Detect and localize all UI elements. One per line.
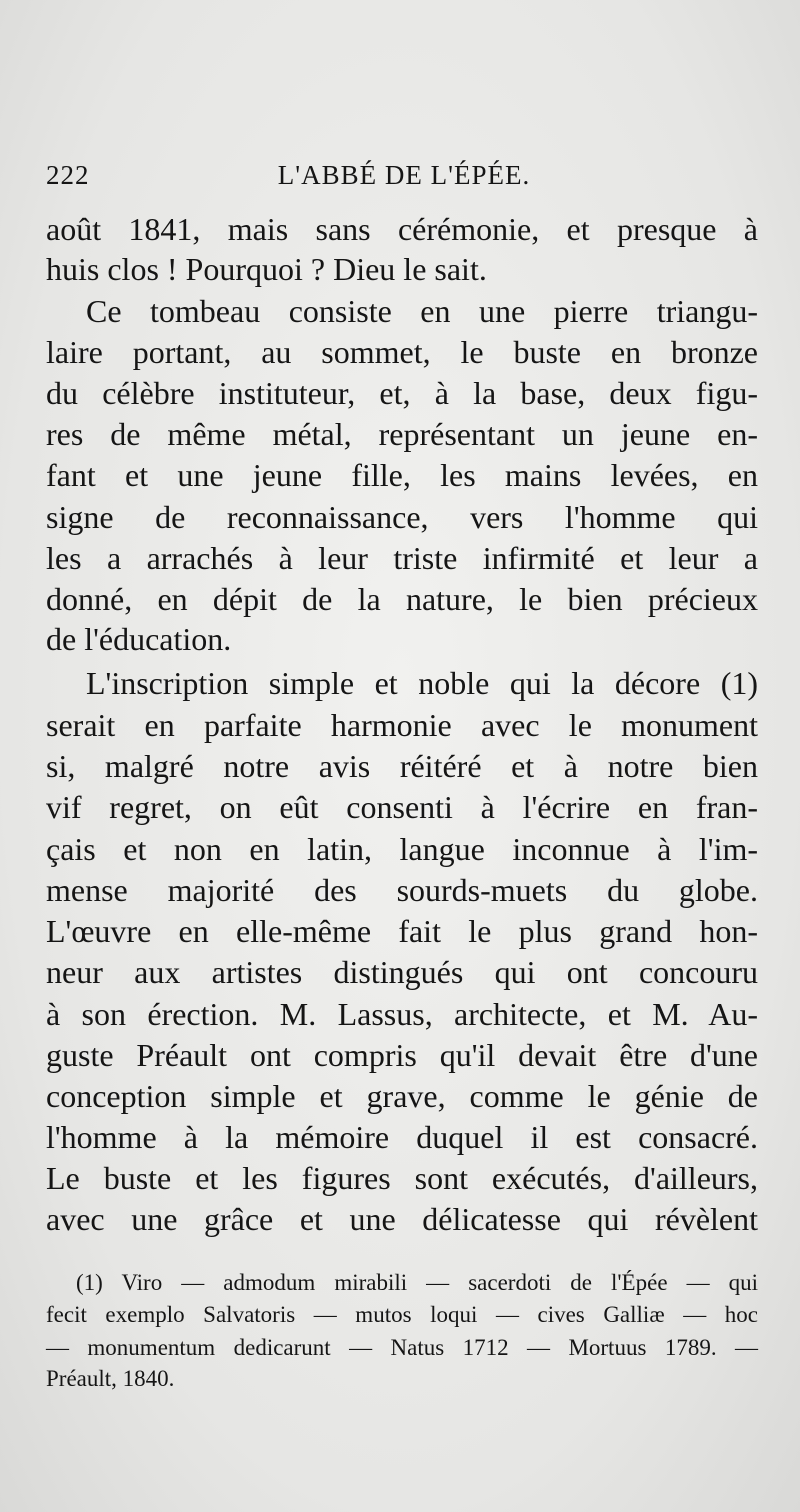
- body-line: Le buste et les figures sont exécutés, d'ailleurs,: [46, 1160, 758, 1196]
- footnote-line: — monumentum dedicarunt — Natus 1712 — Mortuus 1789. —: [46, 1335, 758, 1360]
- body-line: çais et non en latin, langue inconnue à l'im-: [46, 831, 758, 867]
- footnote-line: Préault, 1840.: [46, 1366, 175, 1391]
- body-line: guste Préault ont compris qu'il devait être d'une: [46, 1037, 758, 1073]
- body-line: avec une grâce et une délicatesse qui révèlent: [46, 1201, 758, 1237]
- body-line: du célèbre instituteur, et, à la base, deux figu-: [46, 375, 758, 411]
- body-line: L'œuvre en elle-même fait le plus grand hon-: [46, 913, 758, 949]
- body-line: vif regret, on eût consenti à l'écrire en fran-: [46, 789, 758, 825]
- body-line: serait en parfaite harmonie avec le monument: [46, 707, 758, 743]
- body-line: laire portant, au sommet, le buste en bronze: [46, 334, 758, 370]
- body-line: mense majorité des sourds-muets du globe.: [46, 872, 758, 908]
- footnote-line: fecit exemplo Salvatoris — mutos loqui — cives Galliæ — hoc: [46, 1302, 758, 1327]
- body-line: L'inscription simple et noble qui la décore (1): [86, 665, 758, 701]
- body-line: conception simple et grave, comme le génie de: [46, 1078, 758, 1114]
- body-line: de l'éducation.: [46, 621, 232, 657]
- body-line: août 1841, mais sans cérémonie, et presque à: [46, 211, 758, 247]
- page-number: 222: [46, 160, 90, 190]
- running-title: L'ABBÉ DE L'ÉPÉE.: [277, 160, 531, 190]
- body-line: l'homme à la mémoire duquel il est consacré.: [46, 1119, 758, 1155]
- body-line: si, malgré notre avis réitéré et à notre bien: [46, 748, 758, 784]
- body-line: à son érection. M. Lassus, architecte, et M. Au-: [46, 996, 758, 1032]
- body-line: huis clos ! Pourquoi ? Dieu le sait.: [46, 251, 487, 287]
- body-line: res de même métal, représentant un jeune en-: [46, 416, 758, 452]
- body-line: les a arrachés à leur triste infirmité et leur a: [46, 540, 758, 576]
- page-header: [46, 160, 762, 200]
- body-line: fant et une jeune fille, les mains levées, en: [46, 457, 758, 493]
- body-line: Ce tombeau consiste en une pierre triangu-: [86, 293, 758, 329]
- footnote-line: (1) Viro — admodum mirabili — sacerdoti de l'Épée — qui: [76, 1270, 758, 1295]
- body-line: neur aux artistes distingués qui ont concouru: [46, 954, 758, 990]
- body-line: donné, en dépit de la nature, le bien précieux: [46, 581, 758, 617]
- body-line: signe de reconnaissance, vers l'homme qui: [46, 499, 758, 535]
